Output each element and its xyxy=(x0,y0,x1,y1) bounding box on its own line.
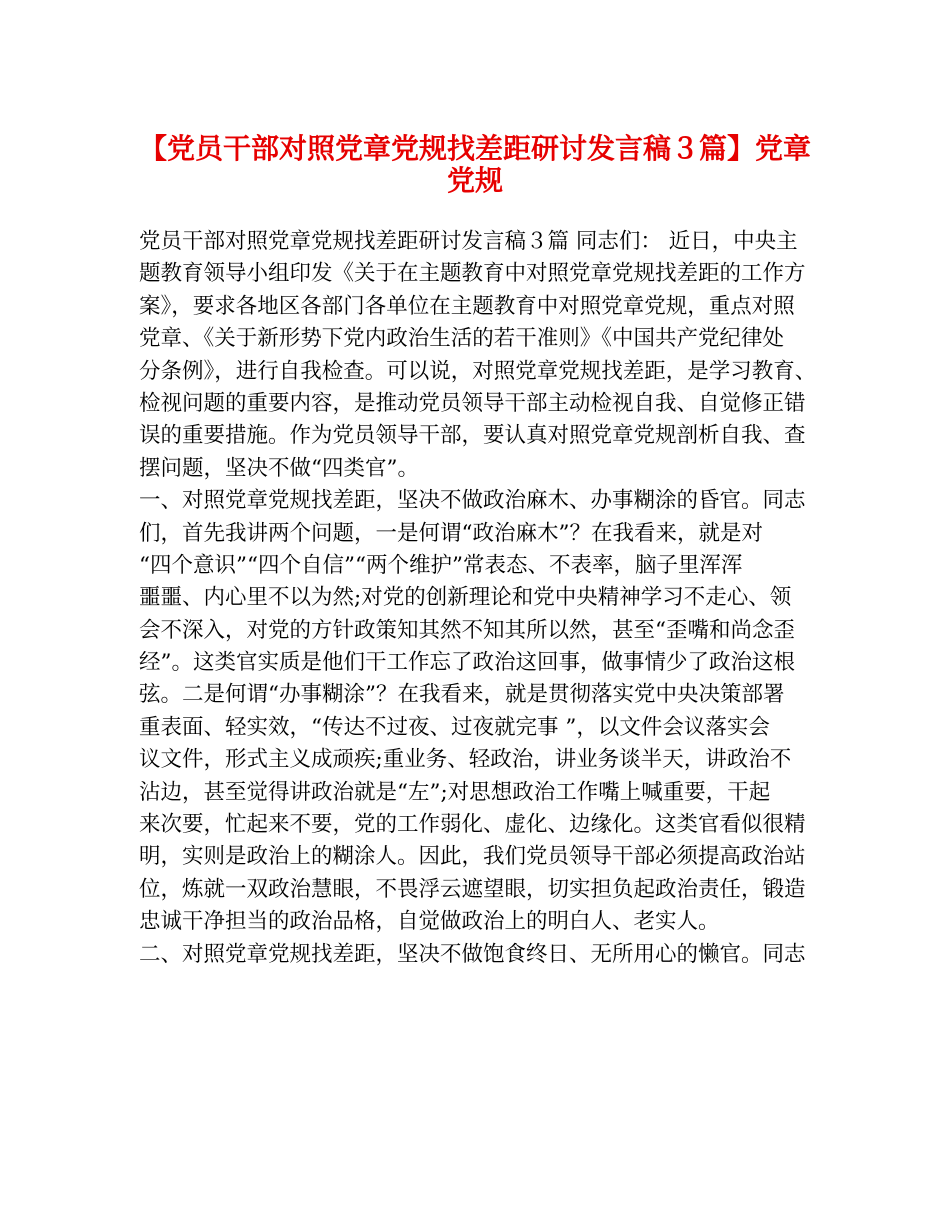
body-line: 案》，要求各地区各部门各单位在主题教育中对照党章党规，重点对照 xyxy=(139,293,795,319)
body-line: 摆问题，坚决不做“四类官”。 xyxy=(139,455,419,481)
title-line-1: 【党员干部对照党章党规找差距研讨发言稿３篇】党章 xyxy=(138,132,811,165)
body-line: 党章、《关于新形势下党内政治生活的若干准则》《中国共产党纪律处 xyxy=(139,326,785,352)
body-line: 们，首先我讲两个问题，一是何谓“政治麻木”？在我看来，就是对 xyxy=(139,520,763,546)
body-line: 会不深入，对党的方针政策知其然不知其所以然，甚至“歪嘴和尚念歪 xyxy=(139,617,795,643)
body-line: 检视问题的重要内容，是推动党员领导干部主动检视自我、自觉修正错 xyxy=(139,390,806,416)
body-line: 来次要，忙起来不要，党的工作弱化、虚化、边缘化。这类官看似很精 xyxy=(139,812,806,838)
body-line: 党员干部对照党章党规找差距研讨发言稿３篇 同志们： 近日，中央主 xyxy=(139,229,798,254)
body-line: 题教育领导小组印发《关于在主题教育中对照党章党规找差距的工作方 xyxy=(139,261,806,287)
body-line: 分条例》，进行自我检查。可以说，对照党章党规找差距，是学习教育、 xyxy=(139,358,817,384)
body-line: 二、对照党章党规找差距，坚决不做饱食终日、无所用心的懒官。同志 xyxy=(139,941,806,967)
body-line: 一、对照党章党规找差距，坚决不做政治麻木、办事糊涂的昏官。同志 xyxy=(139,488,806,514)
body-line: 忠诚干净担当的政治品格，自觉做政治上的明白人、老实人。 xyxy=(139,909,720,935)
body-line: 重表面、轻实效，“传达不过夜、过夜就完事 ”，以文件会议落实会 xyxy=(139,714,770,740)
body-line: 议文件，形式主义成顽疾;重业务、轻政治，讲业务谈半天，讲政治不 xyxy=(139,747,792,773)
document-title xyxy=(120,126,830,198)
body-line: 经”。这类官实质是他们干工作忘了政治这回事，做事情少了政治这根 xyxy=(139,650,795,676)
document-body xyxy=(139,226,829,971)
body-line: 误的重要措施。作为党员领导干部，要认真对照党章党规剖析自我、查 xyxy=(139,423,806,449)
body-line: 沾边，甚至觉得讲政治就是“左”;对思想政治工作嘴上喊重要，干起 xyxy=(139,779,771,805)
title-line-2: 党规 xyxy=(446,164,503,198)
body-line: “四个意识”“四个自信”“两个维护”常表态、不表率，脑子里浑浑 xyxy=(139,552,743,578)
body-line: 位，炼就一双政治慧眼，不畏浮云遮望眼，切实担负起政治责任，锻造 xyxy=(139,876,806,902)
body-line: 明，实则是政治上的糊涂人。因此，我们党员领导干部必须提高政治站 xyxy=(139,844,806,870)
body-line: 弦。二是何谓“办事糊涂”？在我看来，就是贯彻落实党中央决策部署 xyxy=(139,682,785,708)
body-line: 噩噩、内心里不以为然;对党的创新理论和党中央精神学习不走心、领 xyxy=(139,585,792,611)
